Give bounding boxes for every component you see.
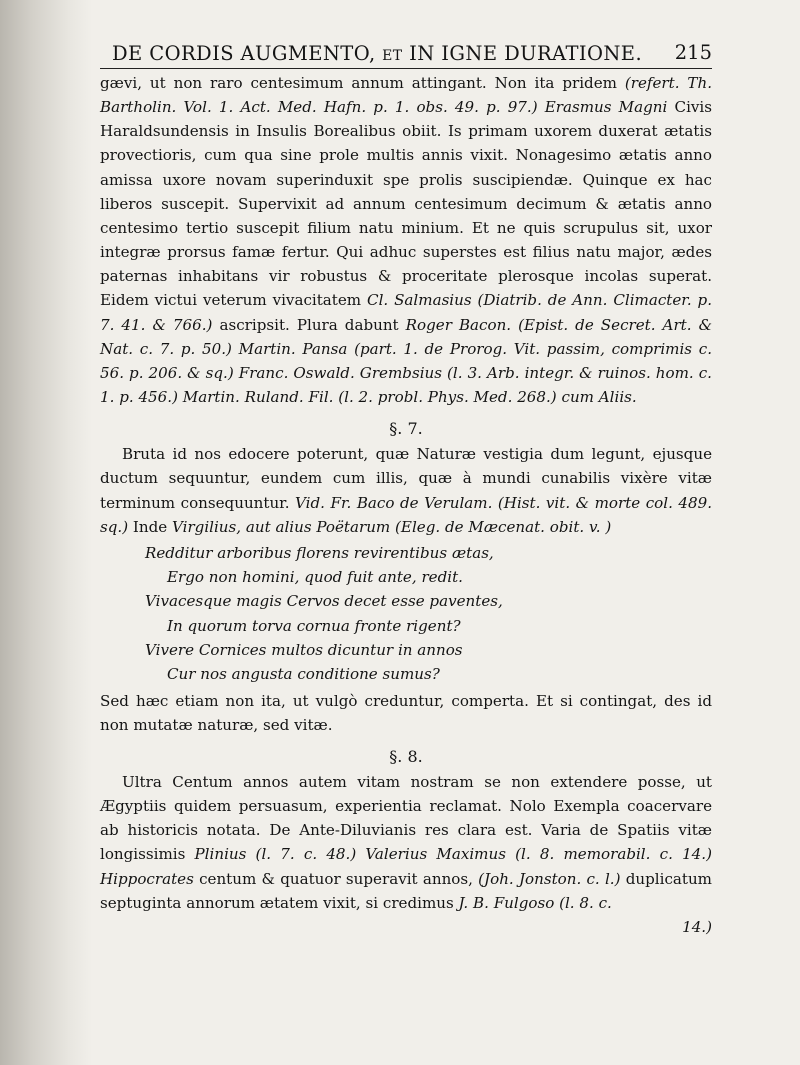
running-title: [112, 42, 642, 65]
verse-line: Ergo non homini, quod fuit ante, redit.: [167, 568, 463, 587]
citation-salmasius: Cl. Salmasius (Diatrib. de Ann. Climacter. p. 7. 41. & 766.): [100, 291, 712, 334]
running-title-part1: DE CORDIS AUGMENTO,: [112, 42, 376, 65]
verse-line: Vivacesque magis Cervos decet esse paventes,: [145, 592, 503, 611]
running-head: [100, 34, 712, 69]
book-page: [100, 34, 712, 939]
section-heading-7: §. 7.: [389, 419, 423, 439]
paragraph-continuation: [100, 71, 712, 409]
citation-jonston: (Joh. Jonston. c. l.): [478, 869, 621, 888]
text-run: duplicatum septuginta annorum ætatem vixit, si credimus: [100, 869, 712, 912]
citation-fulgoso: J. B. Fulgoso (l. 8. c.: [458, 893, 612, 912]
text-run: Ultra Centum annos autem vitam nostram se non extendere posse, ut Ægyptiis quidem persuasum, experientia reclamat. Nolo Exempla coacervare ab historicis notata. De Ante-Diluvianis res clara est. Varia de Spatiis vitæ longissimis: [100, 772, 712, 864]
section-7-conclusion: Sed hæc etiam non ita, ut vulgò creduntur, comperta. Et si contingat, des id non mutatæ naturæ, sed vitæ.: [100, 691, 712, 734]
verse-line: In quorum torva cornua fronte rigent?: [167, 616, 461, 635]
body-text: [100, 71, 712, 939]
running-title-part2: IN IGNE DURATIONE.: [409, 42, 643, 65]
section-heading-8: §. 8.: [389, 746, 423, 766]
text-run: Civis Haraldsundensis in Insulis Borealibus obiit. Is primam uxorem duxerat ætatis provectioris, cum qua sine prole multis annis vixit. Nonagesimo ætatis anno amissa uxore novam superinduxit spe prolis suscipiendæ. Quinque ex hac liberos suscepit. Supervixit ad annum centesimum decimum & ætatis anno centesimo tertio suscepit filium natu minium. Et ne quis scrupulus sit, uxor integræ prorsus famæ fertur. Qui adhuc superstes est filius natu major, ædes paternas inhabitans vir robustus & proceritate plerosque incolas superat. Eidem victui veterum vivacitatem: [100, 98, 712, 310]
text-run: Bruta id nos edocere poterunt, quæ Naturæ vestigia dum legunt, ejusque ductum sequuntur, eundem cum illis, quæ à mundi cunabilis vixère vitæ terminum consequuntur.: [100, 445, 712, 512]
citation-baco: Vid. Fr. Baco de Verulam. (Hist. vit. & morte col. 489. sq.): [100, 493, 712, 536]
verse-quotation: [100, 541, 712, 687]
page-gutter-shadow: [0, 0, 92, 1065]
citation-virgilius: Virgilius, aut alius Poëtarum (Eleg. de Mæcenat. obit. v. ): [171, 517, 612, 536]
page-number: 215: [674, 41, 712, 64]
citation-plinius: Plinius (l. 7. c. 48.) Valerius Maximus (l. 8. memorabil. c. 14.) Hippocrates: [100, 845, 712, 888]
verse-line: Redditur arboribus florens revirentibus ætas,: [145, 543, 494, 562]
text-run: gævi, ut non raro centesimum annum attingant. Non ita pridem: [100, 74, 625, 92]
running-title-et: ET: [382, 48, 403, 64]
text-run: centum & quatuor superavit annos,: [193, 869, 479, 888]
citation-bartholin: (refert. Th. Bartholin. Vol. 1. Act. Med. Hafn. p. 1. obs. 49. p. 97.) Erasmus Magni: [100, 74, 712, 117]
text-run: ascripsit. Plura dabunt: [212, 315, 406, 334]
section-7-paragraph: [100, 442, 712, 539]
section-8-paragraph: [100, 770, 712, 915]
citation-list: Roger Bacon. (Epist. de Secret. Art. & Nat. c. 7. p. 50.) Martin. Pansa (part. 1. de Prorog. Vit. passim, comprimis c. 56. p. 206. & sq.) Franc. Oswald. Grembsius (l. 3. Arb. integr. & ruinos. hom. c. 1. p. 456.) Martin. Ruland. Fil. (l. 2. probl. Phys. Med. 268.) cum Aliis.: [100, 315, 713, 407]
verse-line: Vivere Cornices multos dicuntur in annos: [145, 641, 463, 659]
citation-end: 14.): [682, 917, 712, 936]
verse-line: Cur nos angusta conditione sumus?: [167, 665, 440, 684]
text-run: Inde: [128, 517, 172, 536]
